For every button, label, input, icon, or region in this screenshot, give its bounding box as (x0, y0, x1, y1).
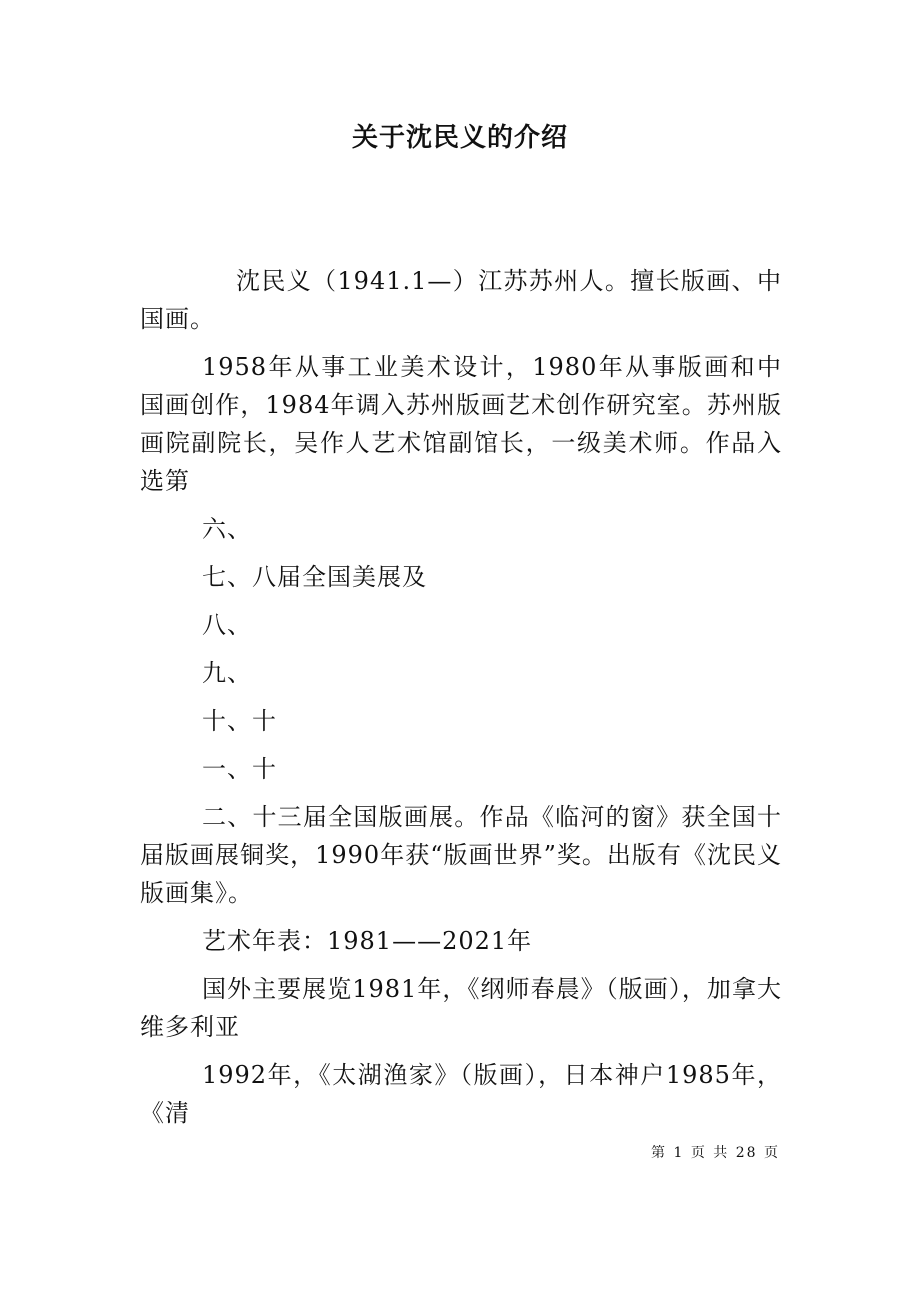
paragraph-career: 1958年从事工业美术设计，1980年从事版画和中国画创作，1984年调入苏州版画艺术创作研究室。苏州版画院副院长，吴作人艺术馆副馆长，一级美术师。作品入选第 (140, 353, 782, 495)
paragraph-awards: 二、十三届全国版画展。作品《临河的窗》获全国十届版画展铜奖，1990年获“版画世界”奖。出版有《沈民义版画集》。 (140, 803, 782, 907)
document-title: 关于沈民义的介绍 (351, 123, 568, 153)
paragraph-list-item: 七、八届全国美展及 (202, 563, 427, 591)
document-body (140, 262, 782, 1142)
paragraph-exhibitions: 国外主要展览1981年，《纲师春晨》（版画），加拿大维多利亚 (140, 975, 782, 1041)
paragraph-chronology-heading: 艺术年表：1981——2021年 (202, 927, 533, 955)
paragraph-list-item: 一、十 (202, 755, 277, 783)
paragraph-list-item: 九、 (202, 659, 252, 687)
page-number-footer: 第 1 页 共 28 页 (651, 1145, 780, 1161)
paragraph-list-item: 八、 (202, 611, 252, 639)
paragraph-intro: 沈民义（1941.1—）江苏苏州人。擅长版画、中国画。 (140, 267, 782, 333)
paragraph-list-item: 十、十 (202, 707, 277, 735)
paragraph-list-item: 六、 (202, 515, 252, 543)
paragraph-exhibitions-continued: 1992年，《太湖渔家》（版画），日本神户1985年，《清 (140, 1061, 782, 1127)
